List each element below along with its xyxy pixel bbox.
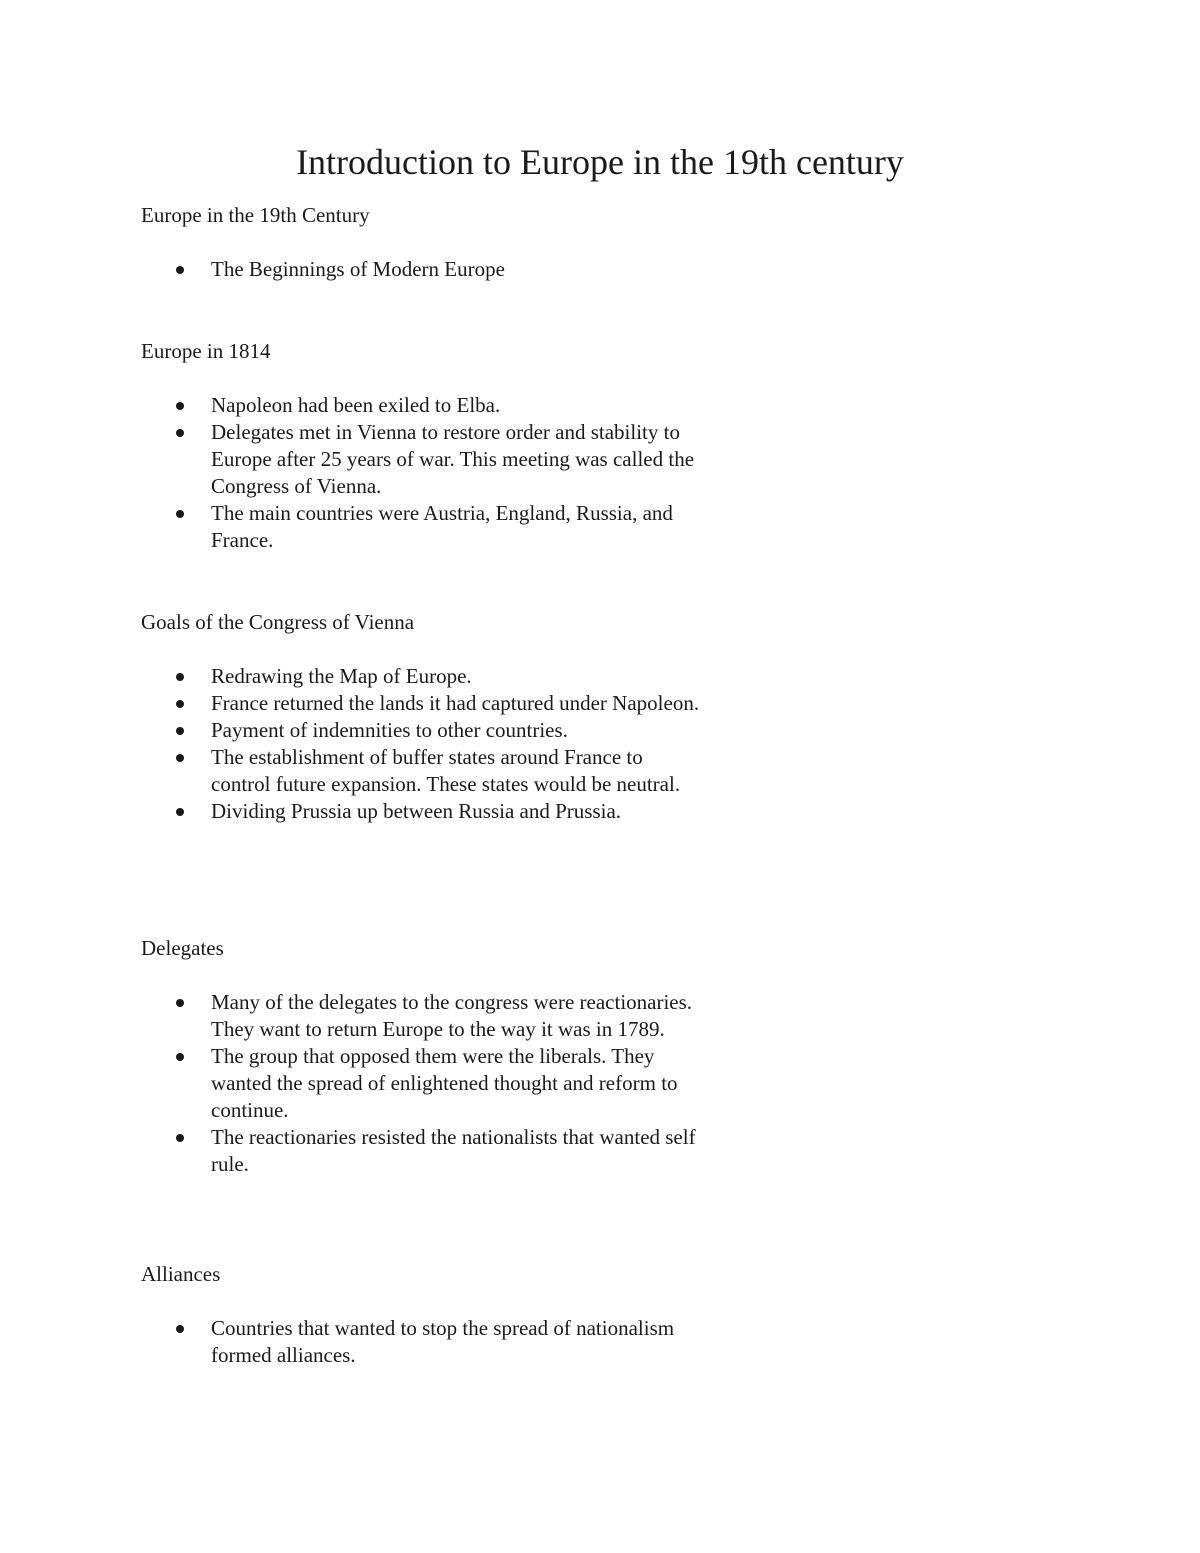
bullet-icon bbox=[176, 1325, 184, 1333]
list-item bbox=[141, 989, 701, 1043]
section-heading: Alliances bbox=[141, 1262, 221, 1286]
bullet-list bbox=[141, 1315, 741, 1369]
bullet-icon bbox=[176, 1134, 184, 1142]
list-item-text: The establishment of buffer states around France to control future expansion. These states would be neutral. bbox=[211, 745, 681, 796]
list-item-text: The Beginnings of Modern Europe bbox=[211, 257, 505, 281]
list-item bbox=[141, 798, 701, 825]
list-item-text: Countries that wanted to stop the spread of nationalism formed alliances. bbox=[211, 1316, 675, 1367]
list-item bbox=[141, 744, 701, 798]
bullet-icon bbox=[176, 402, 184, 410]
list-item bbox=[141, 663, 701, 690]
bullet-list bbox=[141, 989, 741, 1178]
bullet-icon bbox=[176, 673, 184, 681]
list-item bbox=[141, 1043, 701, 1124]
list-item bbox=[141, 500, 701, 554]
list-item-text: The reactionaries resisted the nationalists that wanted self rule. bbox=[211, 1125, 696, 1176]
list-item-text: The group that opposed them were the liberals. They wanted the spread of enlightened thought and reform to continue. bbox=[211, 1044, 678, 1122]
bullet-icon bbox=[176, 700, 184, 708]
section-heading: Goals of the Congress of Vienna bbox=[141, 610, 415, 634]
bullet-list bbox=[141, 663, 741, 825]
bullet-icon bbox=[176, 266, 184, 274]
list-item-text: The main countries were Austria, England, Russia, and France. bbox=[211, 501, 673, 552]
bullet-icon bbox=[176, 808, 184, 816]
section-europe-1814 bbox=[141, 338, 741, 554]
bullet-icon bbox=[176, 999, 184, 1007]
section-heading: Europe in the 19th Century bbox=[141, 203, 370, 227]
list-item-text: France returned the lands it had captured under Napoleon. bbox=[211, 691, 700, 715]
bullet-icon bbox=[176, 429, 184, 437]
bullet-list bbox=[141, 392, 741, 554]
list-item-text: Payment of indemnities to other countries. bbox=[211, 718, 568, 742]
list-item bbox=[141, 256, 701, 283]
list-item-text: Many of the delegates to the congress were reactionaries. They want to return Europe to the way it was in 1789. bbox=[211, 990, 693, 1041]
list-item-text: Napoleon had been exiled to Elba. bbox=[211, 393, 501, 417]
bullet-list bbox=[141, 256, 741, 283]
list-item-text: Delegates met in Vienna to restore order and stability to Europe after 25 years of war. This meeting was called the Congress of Vienna. bbox=[211, 420, 695, 498]
bullet-icon bbox=[176, 754, 184, 762]
list-item bbox=[141, 1315, 701, 1369]
list-item bbox=[141, 717, 701, 744]
list-item bbox=[141, 392, 701, 419]
bullet-icon bbox=[176, 1053, 184, 1061]
section-delegates bbox=[141, 935, 741, 1178]
list-item bbox=[141, 690, 701, 717]
bullet-icon bbox=[176, 727, 184, 735]
section-alliances bbox=[141, 1261, 741, 1369]
section-goals-congress-vienna bbox=[141, 609, 741, 825]
section-europe-19th-century bbox=[141, 202, 741, 283]
list-item bbox=[141, 1124, 701, 1178]
list-item-text: Redrawing the Map of Europe. bbox=[211, 664, 472, 688]
bullet-icon bbox=[176, 510, 184, 518]
list-item-text: Dividing Prussia up between Russia and Prussia. bbox=[211, 799, 622, 823]
list-item bbox=[141, 419, 701, 500]
page-title: Introduction to Europe in the 19th century bbox=[296, 142, 904, 182]
section-heading: Delegates bbox=[141, 936, 224, 960]
section-heading: Europe in 1814 bbox=[141, 339, 271, 363]
